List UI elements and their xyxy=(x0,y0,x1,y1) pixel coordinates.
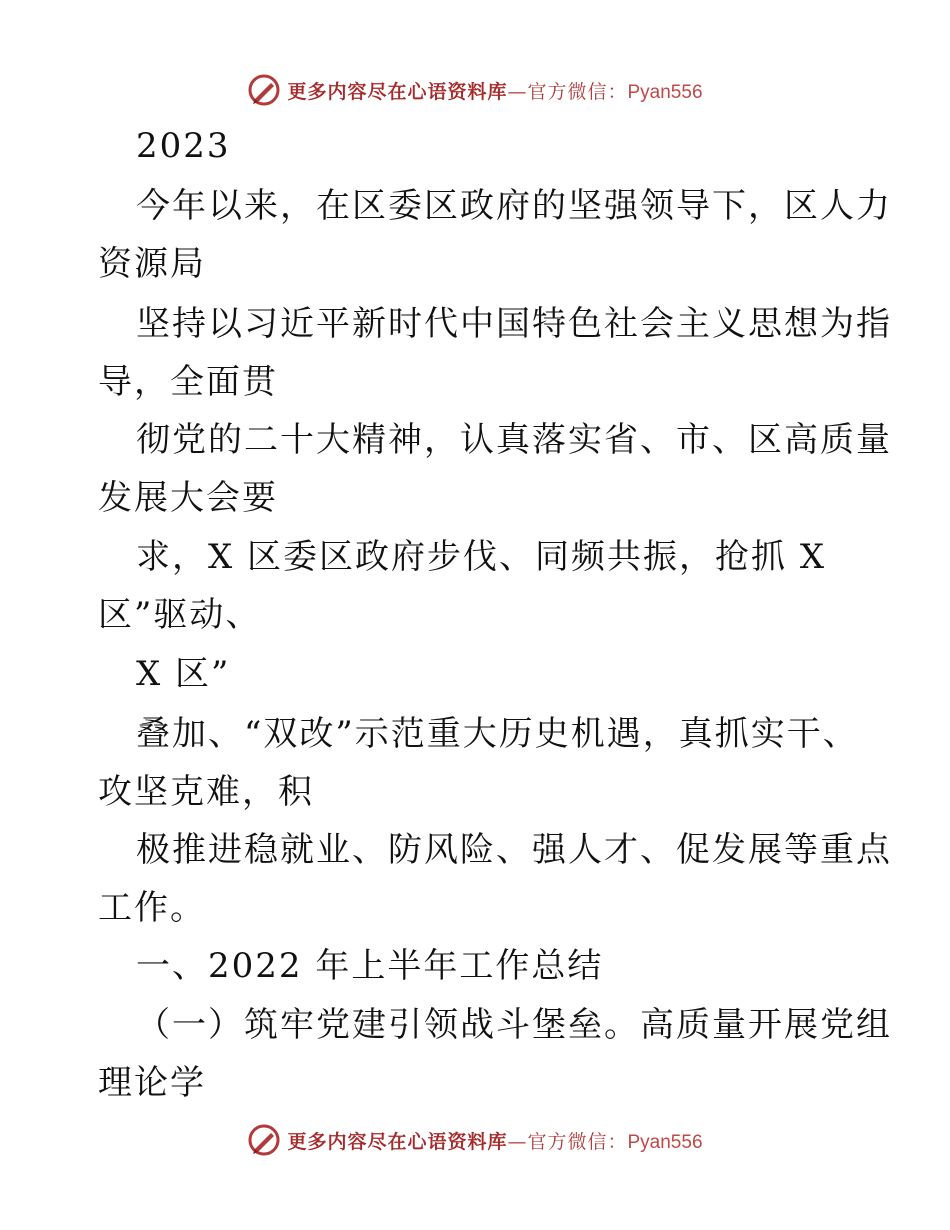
watermark-wechat-id: Pyan556 xyxy=(627,1131,703,1153)
body-line: （一）筑牢党建引领战斗堡垒。高质量开展党组 xyxy=(136,1005,892,1045)
watermark-wechat-id: Pyan556 xyxy=(627,81,703,103)
body-line: 区”驱动、 xyxy=(98,595,262,635)
watermark-separator: — xyxy=(507,80,528,103)
body-line: 发展大会要 xyxy=(98,478,278,518)
body-line: 叠加、“双改”示范重大历史机遇，真抓实干、 xyxy=(136,714,859,754)
watermark-contact-label: 官方微信： xyxy=(527,1130,628,1153)
body-line: 2023 xyxy=(136,126,231,166)
body-line: 彻党的二十大精神，认真落实省、市、区高质量 xyxy=(136,420,892,460)
body-line: 工作。 xyxy=(98,888,206,928)
pen-logo-icon xyxy=(247,1123,281,1157)
watermark-contact-label: 官方微信： xyxy=(527,80,628,103)
body-line: X 区” xyxy=(136,654,231,694)
section-heading: 一、2022 年上半年工作总结 xyxy=(136,946,604,986)
body-line: 攻坚克难，积 xyxy=(98,772,314,812)
body-line: 极推进稳就业、防风险、强人才、促发展等重点 xyxy=(136,830,892,870)
body-line: 今年以来，在区委区政府的坚强领导下，区人力 xyxy=(136,186,892,226)
watermark-brand: 更多内容尽在心语资料库 xyxy=(287,1130,508,1153)
body-line: 坚持以习近平新时代中国特色社会主义思想为指 xyxy=(136,304,892,344)
watermark-brand: 更多内容尽在心语资料库 xyxy=(287,80,508,103)
watermark-separator: — xyxy=(507,1130,528,1153)
body-line: 资源局 xyxy=(98,244,206,284)
watermark-text xyxy=(287,1127,702,1154)
body-line: 导，全面贯 xyxy=(98,362,278,402)
body-line: 理论学 xyxy=(98,1063,206,1103)
body-line: 求，X 区委区政府步伐、同频共振，抢抓 X xyxy=(136,537,827,577)
footer-watermark xyxy=(0,1120,950,1160)
